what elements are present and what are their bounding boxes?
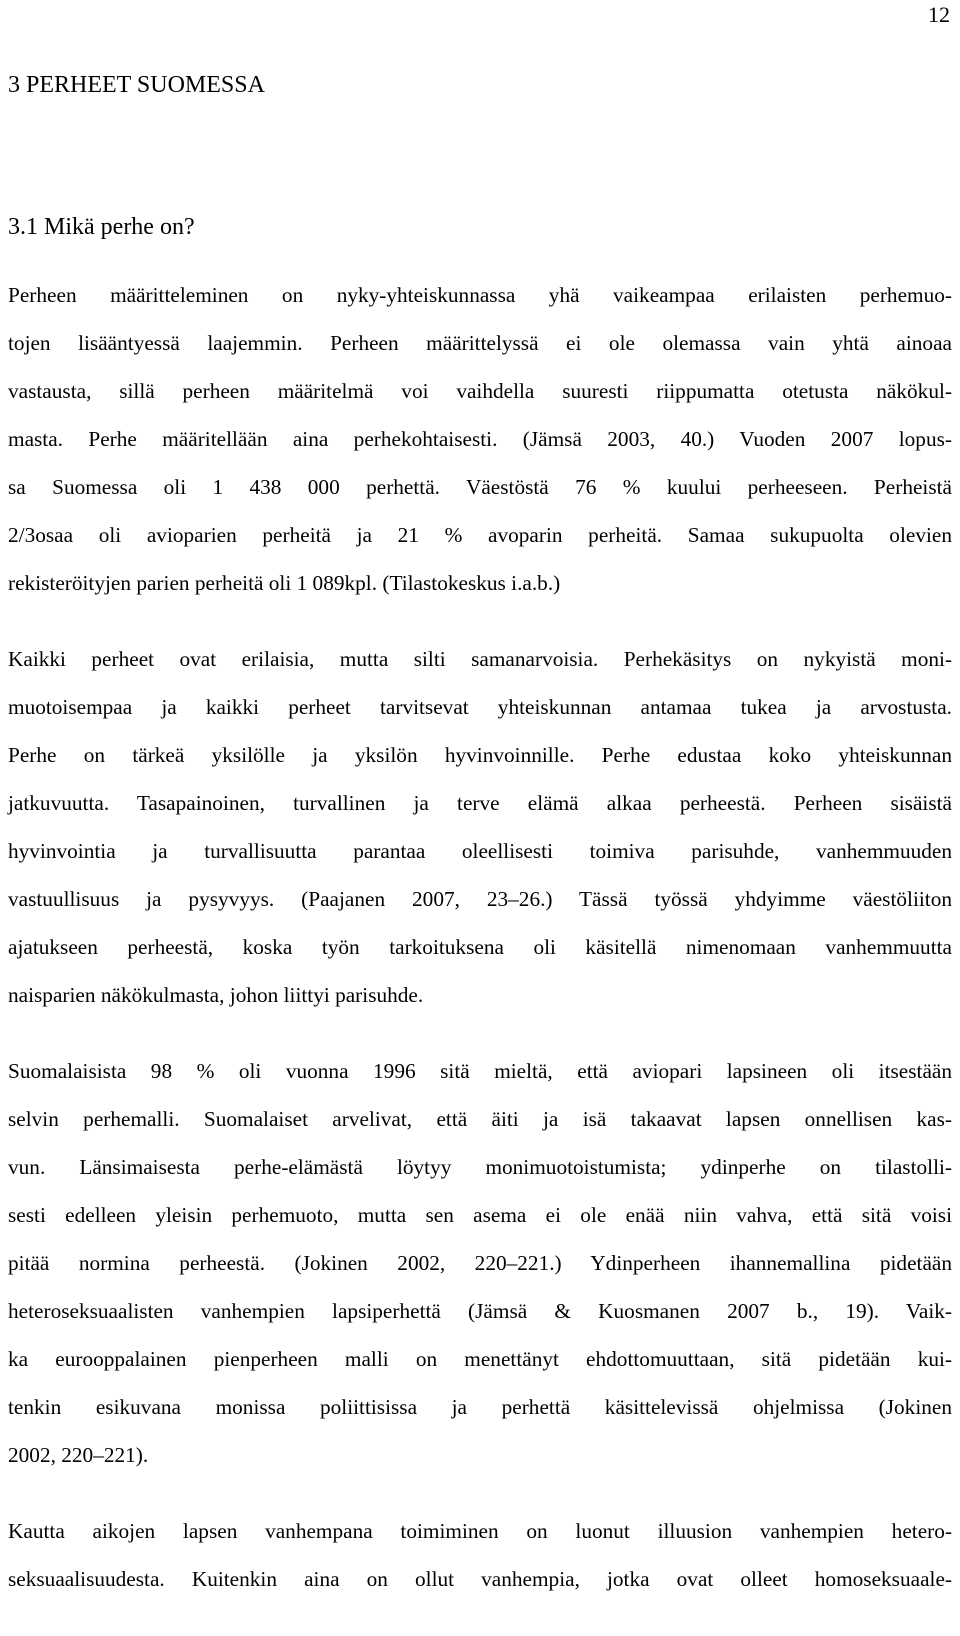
text-line: masta. Perhe määritellään aina perhekohtaisesti. (Jämsä 2003, 40.) Vuoden 2007 lopus- <box>8 427 952 451</box>
text-line: naisparien näkökulmasta, johon liittyi parisuhde. <box>8 983 424 1007</box>
text-line: rekisteröityjen parien perheitä oli 1 089kpl. (Tilastokeskus i.a.b.) <box>8 571 561 595</box>
text-line: pitää normina perheestä. (Jokinen 2002, 220–221.) Ydinperheen ihannemallina pidetään <box>8 1251 952 1275</box>
text-line: sesti edelleen yleisin perhemuoto, mutta sen asema ei ole enää niin vahva, että sitä voisi <box>8 1203 952 1227</box>
text-line: hyvinvointia ja turvallisuutta parantaa oleellisesti toimiva parisuhde, vanhemmuuden <box>8 839 952 863</box>
text-line: jatkuvuutta. Tasapainoinen, turvallinen ja terve elämä alkaa perheestä. Perheen sisäistä <box>8 791 952 815</box>
text-line: sa Suomessa oli 1 438 000 perhettä. Väestöstä 76 % kuului perheeseen. Perheistä <box>8 475 952 499</box>
text-line: Suomalaisista 98 % oli vuonna 1996 sitä mieltä, että aviopari lapsineen oli itsestään <box>8 1059 952 1083</box>
text-line: 2002, 220–221). <box>8 1443 149 1467</box>
text-line: seksuaalisuudesta. Kuitenkin aina on ollut vanhempia, jotka ovat olleet homoseksuaale- <box>8 1567 952 1591</box>
text-line: muotoisempaa ja kaikki perheet tarvitsevat yhteiskunnan antamaa tukea ja arvostusta. <box>8 695 952 719</box>
text-line: Kaikki perheet ovat erilaisia, mutta silti samanarvoisia. Perhekäsitys on nykyistä moni- <box>8 647 952 671</box>
text-line: selvin perhemalli. Suomalaiset arvelivat, että äiti ja isä takaavat lapsen onnellisen kas- <box>8 1107 952 1131</box>
text-line: vastausta, sillä perheen määritelmä voi vaihdella suuresti riippumatta otetusta näkökul- <box>8 379 952 403</box>
text-line: Kautta aikojen lapsen vanhempana toimiminen on luonut illuusion vanhempien hetero- <box>8 1519 952 1543</box>
text-line: tenkin esikuvana monissa poliittisissa ja perhettä käsittelevissä ohjelmissa (Jokinen <box>8 1395 952 1419</box>
text-line: Perhe on tärkeä yksilölle ja yksilön hyvinvoinnille. Perhe edustaa koko yhteiskunnan <box>8 743 952 767</box>
text-line: vastuullisuus ja pysyvyys. (Paajanen 2007, 23–26.) Tässä työssä yhdyimme väestöliiton <box>8 887 952 911</box>
text-line: ajatukseen perheestä, koska työn tarkoituksena oli käsitellä nimenomaan vanhemmuutta <box>8 935 952 959</box>
chapter-title: 3 PERHEET SUOMESSA <box>8 72 265 98</box>
text-line: vun. Länsimaisesta perhe-elämästä löytyy monimuotoistumista; ydinperhe on tilastolli- <box>8 1155 952 1179</box>
text-line: tojen lisääntyessä laajemmin. Perheen määrittelyssä ei ole olemassa vain yhtä ainoaa <box>8 331 952 355</box>
text-line: ka eurooppalainen pienperheen malli on menettänyt ehdottomuuttaan, sitä pidetään kui- <box>8 1347 952 1371</box>
text-line: 2/3osaa oli avioparien perheitä ja 21 % avoparin perheitä. Samaa sukupuolta olevien <box>8 523 952 547</box>
text-line: Perheen määritteleminen on nyky-yhteiskunnassa yhä vaikeampaa erilaisten perhemuo- <box>8 283 952 307</box>
page-number: 12 <box>928 2 950 27</box>
section-title: 3.1 Mikä perhe on? <box>8 214 195 240</box>
text-line: heteroseksuaalisten vanhempien lapsiperhettä (Jämsä & Kuosmanen 2007 b., 19). Vaik- <box>8 1299 952 1323</box>
